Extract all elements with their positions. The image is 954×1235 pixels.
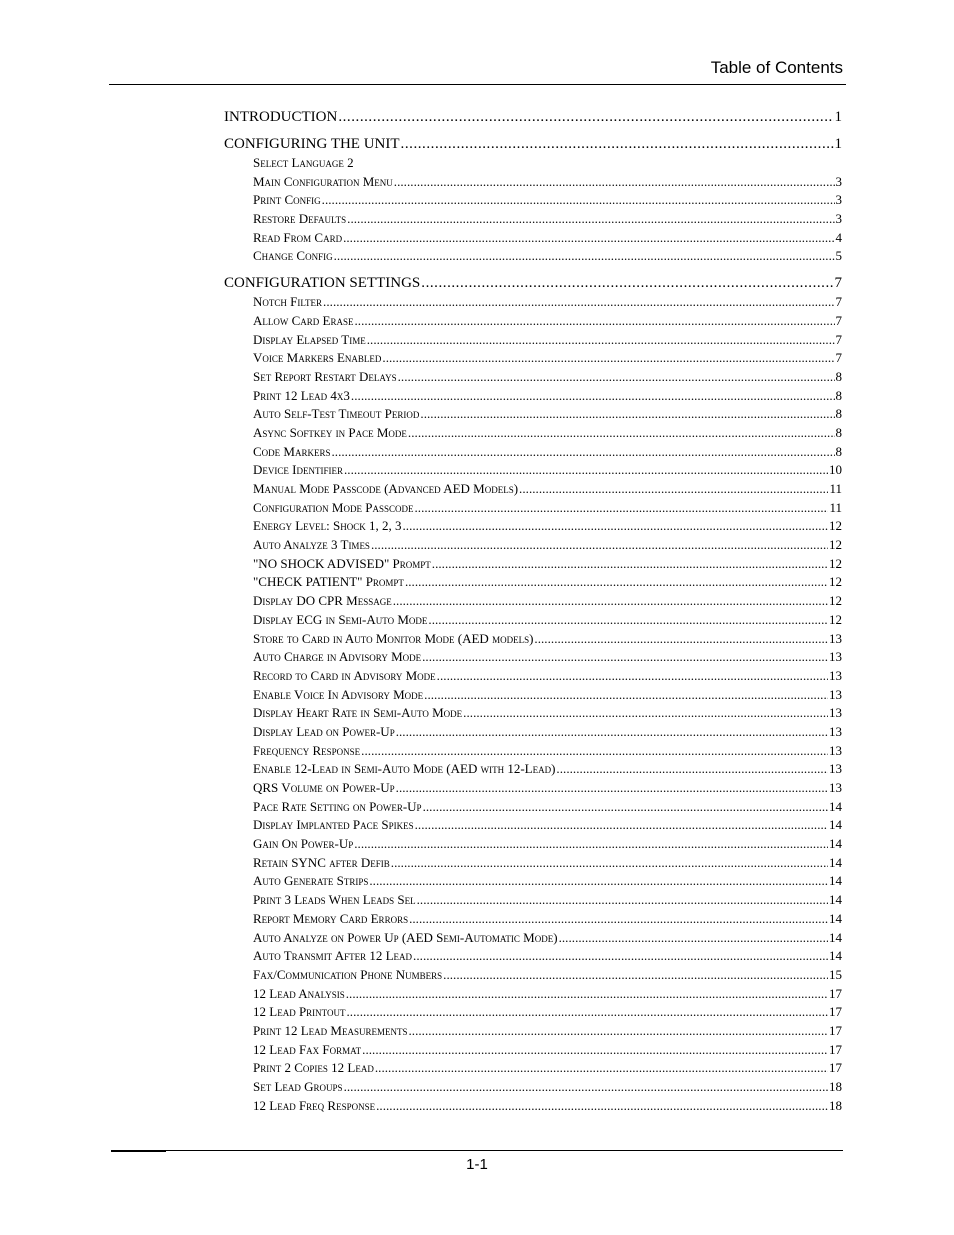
toc-leader-dots [391, 854, 828, 873]
toc-entry-label: Enable Voice In Advisory Mode [253, 686, 424, 702]
toc-entry-page: 14 [829, 873, 842, 889]
toc-entry[interactable] [253, 835, 842, 854]
toc-entry-label: Display DO CPR Message [253, 593, 392, 609]
toc-leader-dots [402, 517, 828, 536]
toc-leader-dots [559, 929, 828, 948]
toc-entry-page: 13 [829, 780, 842, 795]
footer-divider-accent [111, 1150, 166, 1152]
toc-entry-label: Notch Filter [253, 294, 323, 310]
toc-leader-dots [417, 891, 828, 910]
toc-entry-page: 14 [829, 854, 842, 870]
toc-entry[interactable] [253, 611, 842, 630]
toc-entry-page: 11 [829, 499, 842, 515]
toc-entry-page: 14 [829, 817, 842, 833]
toc-entry-label: Print 2 Copies 12 Lead [253, 1060, 374, 1076]
toc-entry-page: 1 [834, 109, 842, 125]
toc-entry[interactable] [253, 686, 842, 705]
toc-entry-page: 7 [835, 350, 842, 366]
toc-entry-page: 18 [829, 1079, 842, 1094]
toc-entry-page: 3 [835, 211, 842, 227]
toc-entry-label: INTRODUCTION [224, 109, 338, 125]
toc-entry[interactable] [253, 461, 842, 480]
toc-entry[interactable] [253, 368, 842, 387]
toc-entry[interactable] [253, 985, 842, 1004]
toc-entry[interactable] [253, 349, 842, 368]
toc-entry-page: 18 [829, 1097, 842, 1113]
footer-divider [166, 1150, 843, 1151]
toc-leader-dots [343, 229, 834, 248]
toc-entry-page: 7 [835, 294, 842, 310]
toc-entry-label: Fax/Communication Phone Numbers [253, 966, 443, 982]
toc-entry-label: Manual Mode Passcode (Advanced AED Models) [253, 481, 519, 496]
toc-entry[interactable] [253, 293, 842, 312]
toc-entry-page: 5 [835, 248, 842, 264]
toc-entry-page: 4 [835, 229, 842, 245]
toc-leader-dots [362, 1041, 828, 1060]
toc-leader-dots [376, 1097, 828, 1116]
toc-entry-label: "NO SHOCK ADVISED" Prompt [253, 555, 431, 571]
toc-entry-page: 17 [829, 985, 842, 1001]
toc-entry-label: 12 Lead Printout [253, 1004, 346, 1020]
toc-entry-page: 12 [829, 518, 842, 534]
toc-leader-dots [408, 1022, 828, 1041]
toc-entry[interactable] [253, 891, 842, 910]
toc-leader-dots [413, 947, 828, 966]
toc-entry-label: "CHECK PATIENT" Prompt [253, 574, 404, 590]
toc-entry-page: 17 [829, 1060, 842, 1076]
toc-leader-dots [331, 443, 834, 462]
toc-entry-page: 14 [829, 836, 842, 852]
toc-entry-page: 7 [834, 275, 842, 292]
toc-entry-page: 8 [835, 368, 842, 384]
toc-entry-page: 12 [829, 574, 842, 590]
toc-entry-label: Print 12 Lead Measurements [253, 1022, 408, 1038]
toc-entry[interactable] [253, 947, 842, 966]
toc-entry[interactable] [253, 966, 842, 985]
toc-entry[interactable] [253, 929, 842, 948]
toc-leader-dots [519, 480, 828, 499]
toc-entry[interactable] [253, 154, 842, 173]
toc-entry-page: 8 [835, 406, 842, 422]
toc-entry[interactable] [253, 480, 842, 499]
toc-entry-page: 13 [829, 686, 842, 702]
toc-entry-page: 13 [829, 723, 842, 739]
toc-entry-page: 8 [835, 443, 842, 459]
toc-entry-label: Enable 12-Lead in Semi-Auto Mode (AED with 12-Lead) [253, 761, 556, 777]
table-of-contents [224, 107, 842, 1115]
toc-entry-label: Gain On Power-Up [253, 836, 354, 852]
toc-leader-dots [432, 555, 828, 574]
toc-leader-dots [463, 704, 828, 723]
toc-entry[interactable] [253, 723, 842, 742]
toc-entry[interactable] [253, 229, 842, 248]
toc-entry[interactable] [253, 1041, 842, 1060]
toc-entry-label: 12 Lead Freq Response [253, 1097, 376, 1113]
toc-leader-dots [355, 312, 835, 331]
toc-leader-dots [443, 966, 828, 985]
toc-entry[interactable] [253, 1059, 842, 1078]
toc-entry-label: Display Lead on Power-Up [253, 723, 395, 739]
toc-entry-page: 14 [829, 798, 842, 814]
toc-entry-label: Report Memory Card Errors [253, 910, 409, 926]
toc-entry-page: 14 [829, 910, 842, 926]
toc-leader-dots [396, 779, 828, 798]
toc-leader-dots [338, 107, 833, 127]
toc-entry[interactable] [253, 667, 842, 686]
toc-entry-label: Display Implanted Pace Spikes [253, 817, 414, 833]
toc-leader-dots [420, 405, 834, 424]
toc-leader-dots [323, 293, 834, 312]
toc-entry-page: 12 [829, 593, 842, 609]
toc-entry[interactable] [253, 555, 842, 574]
toc-leader-dots [361, 742, 828, 761]
toc-entry-page: 13 [829, 630, 842, 646]
toc-entry-label: Set Lead Groups [253, 1079, 343, 1094]
toc-entry[interactable] [253, 742, 842, 761]
toc-entry-page: 1 [834, 136, 842, 152]
toc-leader-dots [367, 331, 835, 350]
toc-entry-page: 13 [829, 649, 842, 665]
toc-section[interactable] [224, 273, 842, 293]
toc-entry-page: 12 [829, 537, 842, 553]
toc-entry-label: Display Heart Rate in Semi-Auto Mode [253, 705, 463, 721]
toc-entry-label: Main Configuration Menu [253, 173, 393, 189]
toc-entry[interactable] [253, 592, 842, 611]
toc-leader-dots [424, 686, 828, 705]
toc-entry-label: Energy Level: Shock 1, 2, 3 [253, 518, 402, 534]
toc-leader-dots [382, 349, 834, 368]
header-divider [109, 84, 846, 85]
toc-entry-label: Configuration Mode Passcode [253, 499, 414, 515]
toc-entry[interactable] [253, 499, 842, 518]
toc-leader-dots [428, 611, 828, 630]
toc-entry-page: 13 [829, 705, 842, 721]
toc-leader-dots [346, 985, 828, 1004]
toc-entry-page: 13 [829, 761, 842, 777]
toc-entry-page: 3 [835, 192, 842, 208]
toc-leader-dots [396, 723, 828, 742]
toc-leader-dots [354, 835, 828, 854]
toc-entry[interactable] [253, 424, 842, 443]
toc-entry-label: Async Softkey in Pace Mode [253, 424, 407, 440]
toc-leader-dots [371, 536, 828, 555]
toc-entry[interactable] [253, 173, 842, 192]
toc-entry-page: 8 [835, 424, 842, 440]
toc-entry-label: Print 12 Lead 4x3 [253, 387, 350, 403]
toc-entry-page: 14 [829, 892, 842, 908]
toc-entry-label: CONFIGURATION SETTINGS [224, 275, 421, 292]
toc-entry-page: 7 [835, 331, 842, 347]
toc-leader-dots [394, 173, 835, 192]
toc-entry-label: Read From Card [253, 229, 343, 245]
toc-entry[interactable] [253, 798, 842, 817]
toc-entry-label: Display Elapsed Time [253, 331, 366, 347]
toc-leader-dots [556, 760, 828, 779]
toc-leader-dots [344, 1078, 828, 1097]
toc-entry-label: Select Language 2 [253, 155, 354, 170]
toc-entry-label: Auto Transmit After 12 Lead [253, 948, 413, 964]
page-number: 1-1 [466, 1156, 488, 1173]
toc-entry-label: Auto Self-Test Timeout Period [253, 406, 420, 422]
toc-entry[interactable] [253, 536, 842, 555]
toc-entry[interactable] [253, 779, 842, 798]
toc-leader-dots [375, 1059, 828, 1078]
toc-entry-label: 12 Lead Analysis [253, 985, 345, 1001]
toc-entry-label: Allow Card Erase [253, 312, 354, 328]
toc-entry-label: CONFIGURING THE UNIT [224, 136, 400, 152]
toc-entry-page: 14 [829, 948, 842, 964]
toc-entry[interactable] [253, 312, 842, 331]
toc-leader-dots [393, 592, 828, 611]
toc-leader-dots [347, 210, 834, 229]
toc-leader-dots [534, 630, 828, 649]
toc-leader-dots [421, 273, 833, 293]
toc-entry[interactable] [253, 1078, 842, 1097]
toc-entry-page: 8 [835, 387, 842, 403]
toc-leader-dots [408, 424, 835, 443]
toc-entry-label: Print Config [253, 192, 321, 208]
toc-leader-dots [334, 247, 835, 266]
toc-entry[interactable] [253, 573, 842, 592]
toc-entry[interactable] [253, 854, 842, 873]
toc-entry-label: QRS Volume on Power-Up [253, 780, 395, 795]
toc-entry-label: Print 3 Leads When Leads Sel [253, 892, 416, 908]
toc-entry[interactable] [253, 517, 842, 536]
toc-entry-label: Auto Charge in Advisory Mode [253, 649, 422, 665]
toc-entry-label: Set Report Restart Delays [253, 368, 397, 384]
page-header-title: Table of Contents [710, 58, 843, 77]
toc-entry[interactable] [253, 1022, 842, 1041]
toc-entry-page: 17 [829, 1041, 842, 1057]
toc-entry[interactable] [253, 443, 842, 462]
toc-entry-label: Store to Card in Auto Monitor Mode (AED models) [253, 630, 534, 646]
toc-entry[interactable] [253, 816, 842, 835]
toc-section[interactable] [224, 134, 842, 154]
toc-entry-page: 12 [829, 611, 842, 627]
toc-entry-label: Retain SYNC after Defib [253, 854, 390, 870]
toc-leader-dots [415, 816, 828, 835]
toc-leader-dots [423, 798, 828, 817]
toc-entry-label: Change Config [253, 248, 333, 264]
toc-leader-dots [437, 667, 828, 686]
toc-entry[interactable] [253, 648, 842, 667]
toc-entry[interactable] [253, 910, 842, 929]
toc-entry-label: Code Markers [253, 443, 331, 459]
toc-entry-page: 7 [835, 312, 842, 328]
toc-entry-label: Record to Card in Advisory Mode [253, 667, 436, 683]
toc-entry-page: 14 [829, 929, 842, 945]
toc-leader-dots [422, 648, 828, 667]
toc-entry-label: Device Identifier [253, 462, 343, 478]
toc-entry-page: 15 [829, 966, 842, 982]
toc-entry[interactable] [253, 872, 842, 891]
toc-leader-dots [369, 872, 828, 891]
toc-entry-label: Pace Rate Setting on Power-Up [253, 798, 422, 814]
toc-entry-page: 13 [829, 742, 842, 758]
toc-entry-page: 17 [829, 1022, 842, 1038]
toc-entry-page: 3 [835, 173, 842, 189]
toc-entry[interactable] [253, 387, 842, 406]
toc-leader-dots [405, 573, 828, 592]
toc-entry-label: Auto Analyze on Power Up (AED Semi-Automatic Mode) [253, 929, 558, 945]
toc-entry-page: 13 [829, 667, 842, 683]
toc-entry-label: Auto Generate Strips [253, 873, 369, 889]
toc-entry[interactable] [253, 210, 842, 229]
toc-leader-dots [401, 134, 834, 154]
toc-entry-page: 17 [829, 1004, 842, 1020]
toc-leader-dots [344, 461, 828, 480]
toc-entry[interactable] [253, 247, 842, 266]
toc-entry-page: 11 [829, 481, 842, 496]
toc-leader-dots [414, 499, 828, 518]
toc-entry[interactable] [253, 191, 842, 210]
toc-entry-label: Voice Markers Enabled [253, 350, 382, 366]
toc-leader-dots [347, 1003, 829, 1022]
toc-entry-page: 10 [829, 462, 842, 478]
toc-entry-label: Restore Defaults [253, 211, 347, 227]
toc-entry[interactable] [253, 331, 842, 350]
toc-entry[interactable] [253, 630, 842, 649]
toc-entry-page: 12 [829, 555, 842, 571]
toc-entry-label: Auto Analyze 3 Times [253, 537, 370, 553]
toc-leader-dots [322, 191, 835, 210]
toc-entry[interactable] [253, 1097, 842, 1116]
toc-entry[interactable] [253, 1003, 842, 1022]
toc-leader-dots [351, 387, 835, 406]
toc-entry[interactable] [253, 760, 842, 779]
toc-section[interactable] [224, 107, 842, 127]
toc-entry-label: Frequency Response [253, 742, 361, 758]
toc-entry-label: 12 Lead Fax Format [253, 1041, 362, 1057]
toc-leader-dots [409, 910, 828, 929]
toc-entry[interactable] [253, 405, 842, 424]
toc-entry[interactable] [253, 704, 842, 723]
toc-leader-dots [398, 368, 835, 387]
toc-entry-label: Display ECG in Semi-Auto Mode [253, 611, 428, 627]
